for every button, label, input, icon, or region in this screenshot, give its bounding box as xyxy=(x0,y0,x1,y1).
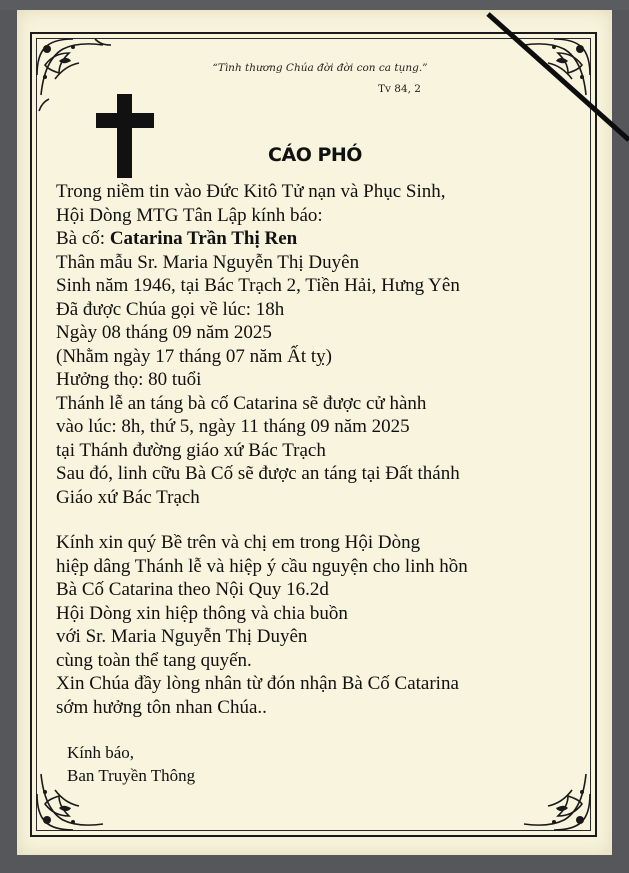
signature-signer: Ban Truyền Thông xyxy=(67,766,196,785)
body-line: Trong niềm tin vào Đức Kitô Tử nạn và Phục Sinh, xyxy=(56,181,446,202)
body-line: cùng toàn thể tang quyến. xyxy=(56,649,252,671)
latin-cross-icon xyxy=(96,94,154,178)
body-line: Hưởng thọ: 80 tuổi xyxy=(56,369,202,390)
deceased-label: Bà cố: xyxy=(56,228,110,249)
body-line: Hội Dòng MTG Tân Lập kính báo: xyxy=(56,204,323,226)
body-line: với Sr. Maria Nguyễn Thị Duyên xyxy=(56,626,308,647)
cross-vertical-bar xyxy=(117,94,132,178)
body-line: Xin Chúa đầy lòng nhân từ đón nhận Bà Cố Catarina xyxy=(56,673,459,694)
body-line: (Nhằm ngày 17 tháng 07 năm Ất tỵ) xyxy=(56,345,332,367)
body-line: Sau đó, linh cữu Bà Cố sẽ được an táng tại Đất thánh xyxy=(56,463,460,484)
body-line: tại Thánh đường giáo xứ Bác Trạch xyxy=(56,439,326,461)
signature-block xyxy=(67,741,195,787)
body-line: Giáo xứ Bác Trạch xyxy=(56,486,200,508)
body-line: Hội Dòng xin hiệp thông và chia buồn xyxy=(56,602,348,624)
body-line: Ngày 08 tháng 09 năm 2025 xyxy=(56,322,272,343)
body-line: Đã được Chúa gọi về lúc: 18h xyxy=(56,298,285,320)
body-line: Sinh năm 1946, tại Bác Trạch 2, Tiền Hải, Hưng Yên xyxy=(56,275,460,296)
obituary-body xyxy=(56,180,576,719)
mourning-ribbon-icon xyxy=(470,0,629,150)
scripture-reference: Tv 84, 2 xyxy=(378,83,421,95)
body-line: Thân mẫu Sr. Maria Nguyễn Thị Duyên xyxy=(56,251,360,273)
deceased-name: Catarina Trần Thị Ren xyxy=(109,228,298,249)
signature-greeting: Kính báo, xyxy=(67,743,135,762)
cross-horizontal-bar xyxy=(96,113,154,128)
deceased-line xyxy=(56,227,576,251)
page-title: CÁO PHÓ xyxy=(268,144,362,166)
body-line: Bà Cố Catarina theo Nội Quy 16.2d xyxy=(56,579,329,600)
paragraph-gap xyxy=(56,509,576,531)
body-line: vào lúc: 8h, thứ 5, ngày 11 tháng 09 năm 2025 xyxy=(56,416,410,437)
scripture-quote: “Tình thương Chúa đời đời con ca tụng.” xyxy=(212,62,428,74)
body-line: Thánh lễ an táng bà cố Catarina sẽ được cử hành xyxy=(56,392,427,414)
corner-ornament-icon xyxy=(510,750,594,834)
body-line: Kính xin quý Bề trên và chị em trong Hội Dòng xyxy=(56,532,421,553)
body-line: hiệp dâng Thánh lễ và hiệp ý cầu nguyện cho linh hồn xyxy=(56,555,468,577)
body-line: sớm hưởng tôn nhan Chúa.. xyxy=(56,696,267,718)
